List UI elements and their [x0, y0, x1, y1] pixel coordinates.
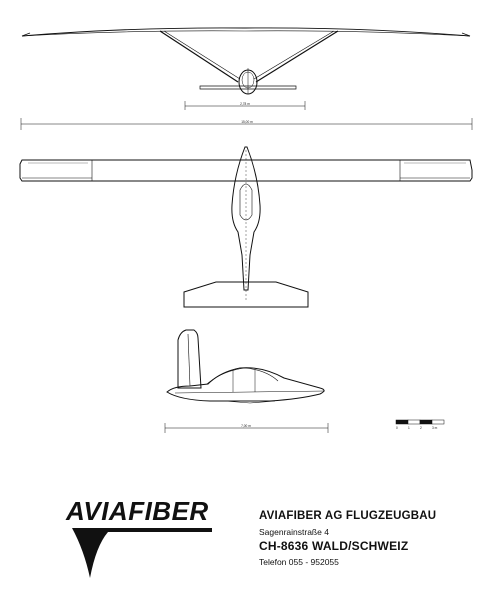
street-address: Sagenrainstraße 4	[259, 527, 329, 537]
side-dimension-label: 7,00 m	[241, 424, 251, 428]
scale-label-2: 2	[420, 426, 422, 430]
logo-swoosh	[72, 528, 212, 578]
strut-right	[256, 31, 338, 82]
scale-label-3: 3 m	[432, 426, 438, 430]
company-name: AVIAFIBER AG FLUGZEUGBAU	[259, 510, 437, 522]
side-view	[167, 330, 325, 403]
front-dimension-label: 2,78 m	[240, 102, 250, 106]
scale-bar	[396, 420, 444, 424]
side-fuselage	[167, 368, 324, 401]
top-view	[20, 147, 472, 307]
strut-left	[160, 31, 238, 82]
scale-label-1: 1	[408, 426, 410, 430]
city-address: CH-8636 WALD/SCHWEIZ	[259, 539, 409, 553]
phone-number: Telefon 055 - 952055	[259, 557, 339, 567]
scale-label-0: 0	[396, 426, 398, 430]
front-view	[22, 28, 470, 94]
aviafiber-logo	[65, 496, 212, 578]
logo-wordmark: AVIAFIBER	[66, 496, 209, 526]
span-dimension-label: 15,00 m	[241, 120, 253, 124]
